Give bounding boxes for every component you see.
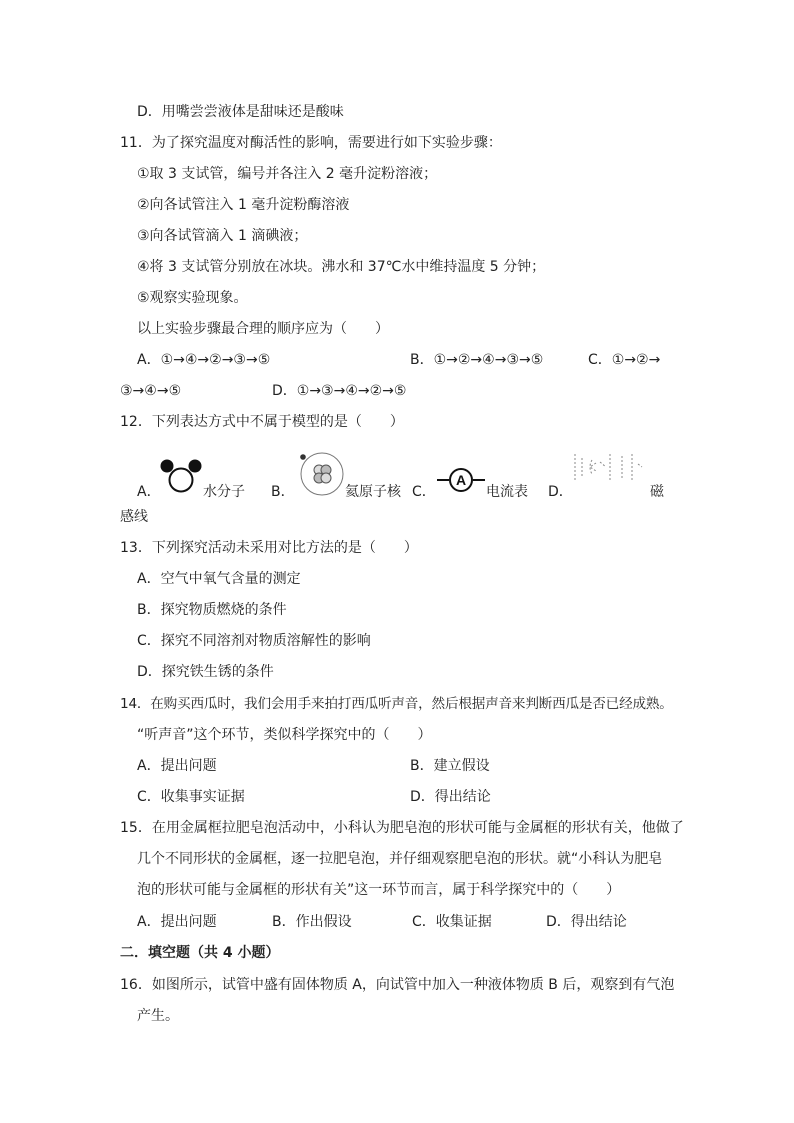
q12-option-c: C． [412, 484, 436, 500]
q10-option-d: D．用嘴尝尝液体是甜味还是酸味 [137, 104, 344, 120]
section-2-heading: 二．填空题（共 4 小题） [120, 945, 280, 961]
q13-option-a: A．空气中氧气含量的测定 [137, 571, 301, 587]
q15-stem-cont-1: 几个不同形状的金属框，逐一拉肥皂泡，并仔细观察肥皂泡的形状。就“小科认为肥皂 [137, 851, 663, 867]
ammeter-symbol-icon [437, 467, 485, 493]
q15-stem-cont-2: 泡的形状可能与金属框的形状有关”这一环节而言，属于科学探究中的（ ） [137, 882, 621, 898]
q13-option-d: D．探究铁生锈的条件 [137, 664, 274, 680]
q11-step-5: ⑤观察实验现象。 [137, 290, 248, 306]
q15-option-d: D．得出结论 [546, 914, 627, 930]
q11-step-4: ④将 3 支试管分别放在冰块。沸水和 37℃水中维持温度 5 分钟； [137, 259, 546, 275]
q12-option-c-label: 电流表 [486, 484, 528, 500]
q15-option-b: B．作出假设 [272, 914, 352, 930]
q14-stem-cont: “听声音”这个环节，类似科学探究中的（ ） [137, 727, 432, 743]
magnetic-field-lines-icon [570, 450, 650, 484]
q13-option-b: B．探究物质燃烧的条件 [137, 602, 287, 618]
q14-option-c: C．收集事实证据 [137, 789, 245, 805]
q11-step-3: ③向各试管滴入 1 滴碘液； [137, 228, 308, 244]
q12-option-a: A． [137, 484, 161, 500]
q14-option-a: A．提出问题 [137, 758, 217, 774]
q14-stem: 14．在购买西瓜时，我们会用手来拍打西瓜听声音，然后根据声音来判断西瓜是否已经成熟。 [120, 696, 673, 712]
q11-step-1: ①取 3 支试管，编号并各注入 2 毫升淀粉溶液； [137, 166, 438, 182]
q11-stem: 11．为了探究温度对酶活性的影响，需要进行如下实验步骤： [120, 135, 502, 151]
q11-option-b: B．①→②→④→③→⑤ [410, 352, 544, 368]
q12-option-a-label: 水分子 [203, 484, 245, 500]
q12-option-d: D． [548, 484, 573, 500]
q11-option-c-part2: ③→④→⑤ [120, 383, 182, 399]
q14-option-b: B．建立假设 [410, 758, 490, 774]
helium-nucleus-icon [297, 450, 347, 498]
q14-option-d: D．得出结论 [410, 789, 491, 805]
q13-stem: 13．下列探究活动未采用对比方法的是（ ） [120, 540, 418, 556]
q11-ask: 以上实验步骤最合理的顺序应为（ ） [137, 321, 389, 337]
q12-option-b-label: 氦原子核 [345, 484, 401, 500]
ammeter-symbol-letter: A [455, 472, 467, 488]
q11-step-2: ②向各试管注入 1 毫升淀粉酶溶液 [137, 197, 350, 213]
water-molecule-icon [160, 458, 202, 494]
q12-option-d-label-part2: 感线 [120, 509, 148, 525]
q15-stem: 15．在用金属框拉肥皂泡活动中，小科认为肥皂泡的形状可能与金属框的形状有关，他做了 [120, 820, 684, 836]
q15-option-c: C．收集证据 [412, 914, 492, 930]
q16-stem: 16．如图所示，试管中盛有固体物质 A，向试管中加入一种液体物质 B 后，观察到有气泡 [120, 977, 675, 993]
q11-option-a: A．①→④→②→③→⑤ [137, 352, 271, 368]
q12-option-b: B． [271, 484, 295, 500]
q13-option-c: C．探究不同溶剂对物质溶解性的影响 [137, 633, 371, 649]
q11-option-c-part1: C．①→②→ [588, 352, 661, 368]
q16-stem-cont: 产生。 [137, 1008, 179, 1024]
q11-option-d: D．①→③→④→②→⑤ [272, 383, 407, 399]
q12-stem: 12．下列表达方式中不属于模型的是（ ） [120, 414, 404, 430]
q12-option-d-label-part1: 磁 [650, 484, 664, 500]
q15-option-a: A．提出问题 [137, 914, 217, 930]
